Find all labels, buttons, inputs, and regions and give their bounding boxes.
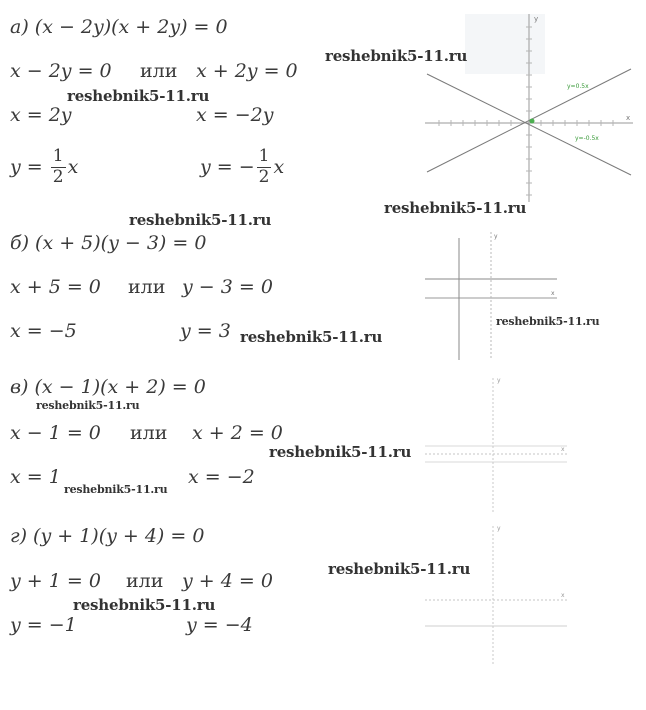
or-word: или — [130, 422, 168, 444]
equation-prefix: y = − — [200, 155, 255, 178]
line-label-1: y=0.5x — [567, 83, 589, 90]
watermark: reshebnik5-11.ru — [328, 560, 471, 578]
equation-suffix: x — [67, 155, 79, 178]
watermark: reshebnik5-11.ru — [240, 328, 383, 346]
part-d-solution-2: y = −4 — [186, 614, 253, 636]
watermark: reshebnik5-11.ru — [64, 483, 168, 496]
watermark: reshebnik5-11.ru — [129, 211, 272, 229]
line-label-2: y=-0.5x — [575, 135, 599, 142]
watermark: reshebnik5-11.ru — [36, 399, 140, 412]
watermark: reshebnik5-11.ru — [325, 47, 468, 65]
watermark: reshebnik5-11.ru — [384, 199, 527, 217]
y-axis-label: y — [534, 15, 539, 23]
part-a-case-2: x + 2y = 0 — [196, 60, 298, 82]
graph-part-b — [425, 230, 560, 362]
part-d-equation: г) (y + 1)(y + 4) = 0 — [10, 525, 205, 547]
part-c-case-2: x + 2 = 0 — [192, 422, 283, 444]
graph-shade — [465, 14, 545, 74]
part-c-equation: в) (x − 1)(x + 2) = 0 — [10, 376, 206, 398]
fraction — [51, 148, 66, 187]
part-c-solution-2: x = −2 — [188, 466, 255, 488]
part-a-equation: а) (x − 2y)(x + 2y) = 0 — [10, 16, 228, 38]
watermark: reshebnik5-11.ru — [496, 315, 600, 328]
part-a-case-1: x − 2y = 0 — [10, 60, 112, 82]
part-a-solution-2: x = −2y — [196, 104, 274, 126]
graph-part-d — [425, 522, 570, 667]
x-axis-label: x — [561, 592, 565, 599]
fraction-numerator: 1 — [52, 146, 64, 166]
part-d-solution-1: y = −1 — [10, 614, 77, 636]
watermark: reshebnik5-11.ru — [73, 596, 216, 614]
part-d-case-2: y + 4 = 0 — [182, 570, 273, 592]
x-axis-label: x — [626, 114, 631, 122]
y-axis-label: y — [494, 233, 498, 240]
part-d-case-1: y + 1 = 0 — [10, 570, 101, 592]
or-word: или — [126, 570, 164, 592]
fraction-numerator: 1 — [258, 146, 270, 166]
fraction — [257, 148, 272, 187]
equation-suffix: x — [273, 155, 285, 178]
y-axis-label: y — [497, 525, 501, 532]
x-axis-label: x — [561, 446, 565, 453]
x-axis-label: x — [551, 290, 555, 297]
part-a-line-1 — [10, 148, 78, 187]
fraction-denominator: 2 — [258, 166, 270, 187]
or-word: или — [128, 276, 166, 298]
or-word: или — [140, 60, 178, 82]
equation-prefix: y = — [10, 155, 49, 178]
origin-point — [530, 119, 535, 124]
y-axis-label: y — [497, 377, 501, 384]
part-a-line-2 — [200, 148, 284, 187]
part-b-solution-2: y = 3 — [180, 320, 231, 342]
fraction-denominator: 2 — [52, 166, 64, 187]
part-b-solution-1: x = −5 — [10, 320, 77, 342]
watermark: reshebnik5-11.ru — [67, 87, 210, 105]
watermark: reshebnik5-11.ru — [269, 443, 412, 461]
part-a-solution-1: x = 2y — [10, 104, 72, 126]
graph-part-a — [425, 12, 635, 204]
part-b-equation: б) (x + 5)(y − 3) = 0 — [10, 232, 207, 254]
part-b-case-2: y − 3 = 0 — [182, 276, 273, 298]
graph-part-c — [425, 374, 570, 516]
part-b-case-1: x + 5 = 0 — [10, 276, 101, 298]
part-c-solution-1: x = 1 — [10, 466, 61, 488]
part-c-case-1: x − 1 = 0 — [10, 422, 101, 444]
